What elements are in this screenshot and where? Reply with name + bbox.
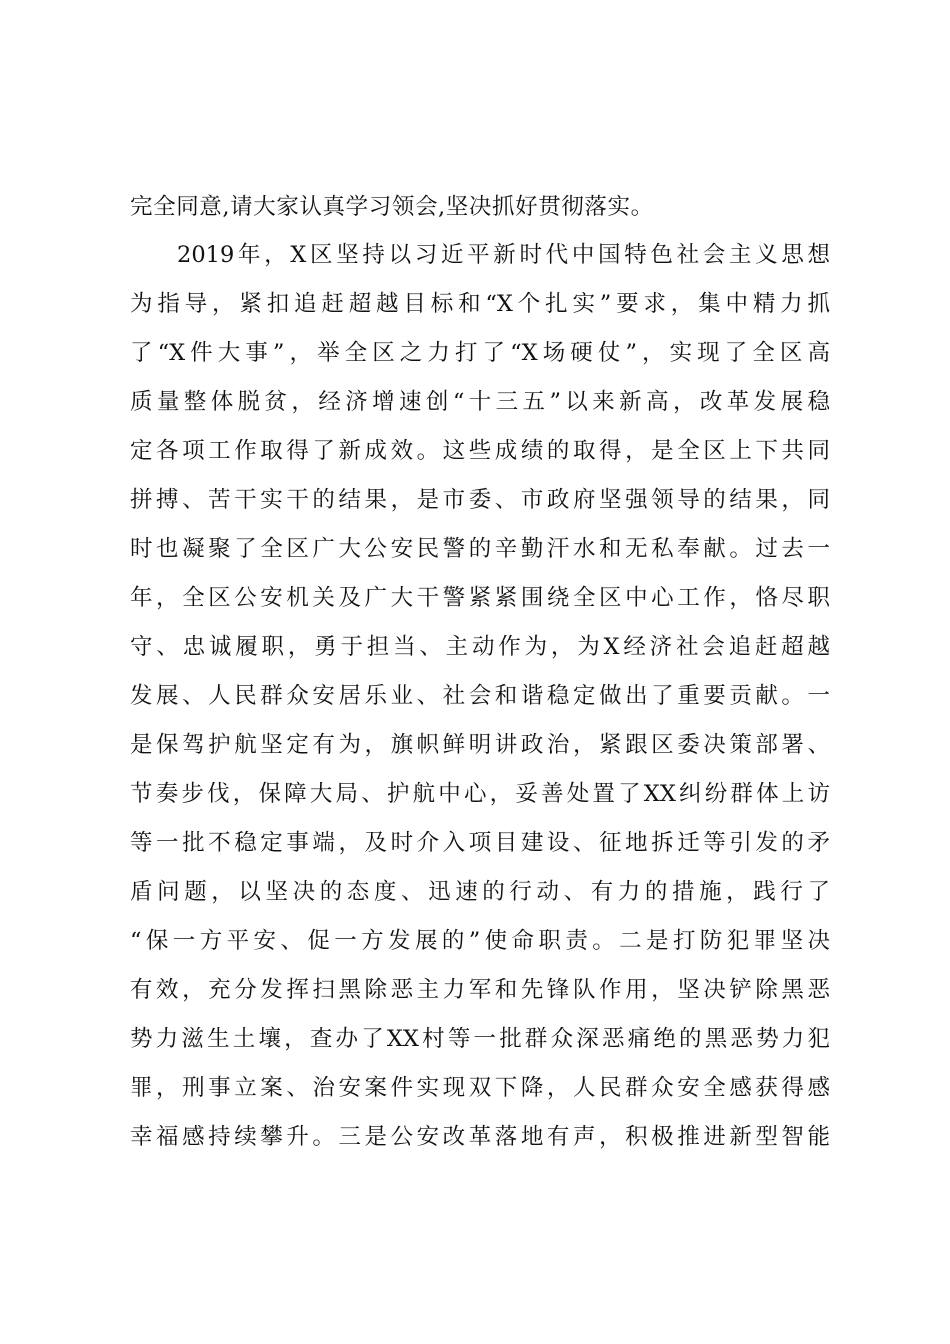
text-line: “保一方平安、促一方发展的”使命职责。二是打防犯罪坚决 <box>130 928 830 954</box>
text-line: 幸福感持续攀升。三是公安改革落地有声，积极推进新型智能 <box>130 1124 830 1150</box>
text-line: 罪，刑事立案、治安案件实现双下降，人民群众安全感获得感 <box>130 1075 830 1101</box>
text-line: 拼搏、苦干实干的结果，是市委、市政府坚强领导的结果，同 <box>130 487 830 513</box>
text-line: 盾问题，以坚决的态度、迅速的行动、有力的措施，践行了 <box>130 879 830 905</box>
text-line: 了“X件大事”，举全区之力打了“X场硬仗”，实现了全区高 <box>130 340 830 366</box>
text-line: 守、忠诚履职，勇于担当、主动作为，为X经济社会追赶超越 <box>130 634 830 660</box>
text-line: 发展、人民群众安居乐业、社会和谐稳定做出了重要贡献。一 <box>130 683 830 709</box>
text-line: 年，全区公安机关及广大干警紧紧围绕全区中心工作，恪尽职 <box>130 585 830 611</box>
text-line: 等一批不稳定事端，及时介入项目建设、征地拆迁等引发的矛 <box>130 830 830 856</box>
text-line: 势力滋生土壤，查办了XX村等一批群众深恶痛绝的黑恶势力犯 <box>130 1026 830 1052</box>
text-line: 节奏步伐，保障大局、护航中心，妥善处置了XX纠纷群体上访 <box>130 781 830 807</box>
text-line: 是保驾护航坚定有为，旗帜鲜明讲政治，紧跟区委决策部署、 <box>130 732 830 758</box>
paragraph-first-line: 2019年，X区坚持以习近平新时代中国特色社会主义思想 <box>177 242 830 268</box>
text-line: 为指导，紧扣追赶超越目标和“X个扎实”要求，集中精力抓 <box>130 291 830 317</box>
text-line: 定各项工作取得了新成效。这些成绩的取得，是全区上下共同 <box>130 438 830 464</box>
text-line: 有效，充分发挥扫黑除恶主力军和先锋队作用，坚决铲除黑恶 <box>130 977 830 1003</box>
text-line: 质量整体脱贫，经济增速创“十三五”以来新高，改革发展稳 <box>130 389 830 415</box>
text-line: 完全同意,请大家认真学习领会,坚决抓好贯彻落实。 <box>130 194 654 220</box>
text-line: 时也凝聚了全区广大公安民警的辛勤汗水和无私奉献。过去一 <box>130 536 830 562</box>
